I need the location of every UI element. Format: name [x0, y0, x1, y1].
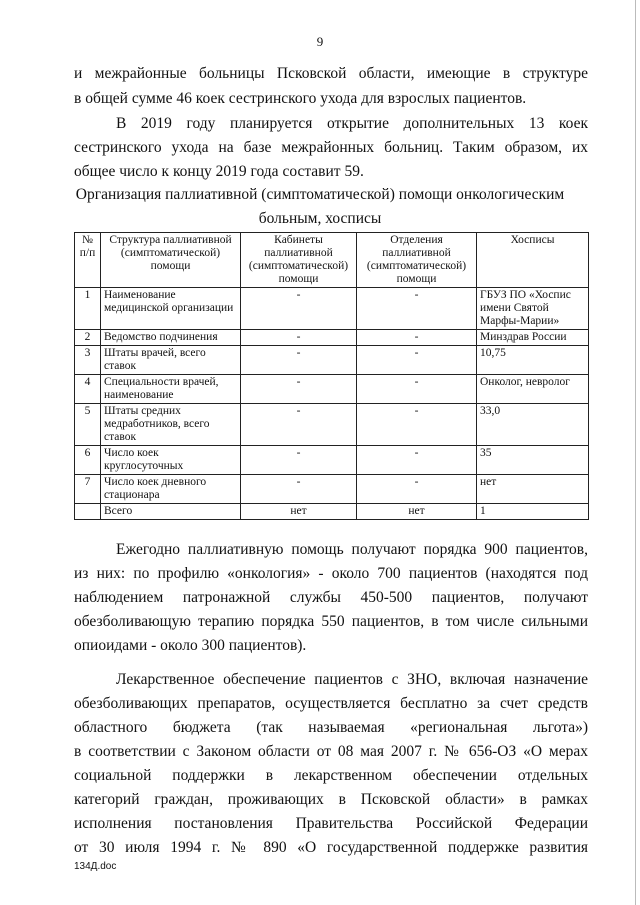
table-row: [75, 446, 589, 475]
row-hospices: 33,0: [477, 404, 589, 446]
table-total-row: [75, 504, 589, 520]
row-departments: нет: [357, 504, 477, 520]
heading-line: больным, хосписы: [258, 210, 382, 227]
text-line: Ежегодно паллиативную помощь получают порядка 900 пациентов,: [116, 541, 588, 558]
row-num: 3: [75, 346, 101, 375]
table-row: [75, 288, 589, 330]
row-num: [75, 504, 101, 520]
text-line: исполнения постановления Правительства Российской Федерации: [74, 815, 588, 832]
scan-edge-line: [635, 0, 636, 905]
header-cabinets: Кабинеты паллиативной (симптоматической) помощи: [241, 233, 357, 288]
row-num: 5: [75, 404, 101, 446]
table-row: [75, 404, 589, 446]
row-label: Всего: [101, 504, 241, 520]
table-row: [75, 346, 589, 375]
row-hospices: 10,75: [477, 346, 589, 375]
text-line: в соответствии с Законом области от 08 мая 2007 г. № 656-ОЗ «О мерах: [74, 743, 588, 760]
row-label: Специальности врачей, наименование: [101, 375, 241, 404]
row-cabinets: -: [241, 330, 357, 346]
footer-filename: 134Д.doc: [74, 861, 117, 872]
text-line: опиоидами - около 300 пациентов).: [74, 637, 307, 654]
row-cabinets: -: [241, 404, 357, 446]
row-num: 4: [75, 375, 101, 404]
palliative-care-table: [74, 232, 589, 520]
table-row: [75, 375, 589, 404]
row-label: Число коек круглосуточных: [101, 446, 241, 475]
text-line: социальной поддержки в лекарственном обеспечении отдельных: [74, 767, 588, 784]
row-departments: -: [357, 288, 477, 330]
table-row: [75, 475, 589, 504]
row-hospices: ГБУЗ ПО «Хоспис имени Святой Марфы-Марии»: [477, 288, 589, 330]
text-line: общее число к концу 2019 года составит 59.: [74, 163, 364, 180]
row-label: Штаты врачей, всего ставок: [101, 346, 241, 375]
row-departments: -: [357, 404, 477, 446]
heading-line: Организация паллиативной (симптоматической) помощи онкологическим: [75, 186, 565, 203]
header-structure: Структура паллиативной (симптоматической) помощи: [101, 233, 241, 288]
text-line: областного бюджета (так называемая «региональная льгота»): [74, 719, 588, 736]
row-label: Число коек дневного стационара: [101, 475, 241, 504]
text-line: от 30 июля 1994 г. № 890 «О государственной поддержке развития: [74, 839, 588, 856]
row-cabinets: -: [241, 475, 357, 504]
row-cabinets: нет: [241, 504, 357, 520]
text-line: обезболивающих препаратов, осуществляется бесплатно за счет средств: [74, 695, 588, 712]
row-label: Ведомство подчинения: [101, 330, 241, 346]
row-label: Штаты средних медработников, всего ставок: [101, 404, 241, 446]
row-num: 6: [75, 446, 101, 475]
section-heading: [60, 183, 580, 231]
row-departments: -: [357, 475, 477, 504]
row-departments: -: [357, 375, 477, 404]
text-line: Лекарственное обеспечение пациентов с ЗНО, включая назначение: [116, 671, 588, 688]
row-cabinets: -: [241, 446, 357, 475]
page-number: 9: [316, 34, 324, 49]
row-hospices: 1: [477, 504, 589, 520]
header-num: № п/п: [75, 233, 101, 288]
text-line: и межрайонные больницы Псковской области, имеющие в структуре: [74, 65, 588, 82]
header-hospices: Хосписы: [477, 233, 589, 288]
row-hospices: 35: [477, 446, 589, 475]
row-num: 7: [75, 475, 101, 504]
text-line: сестринского ухода на базе межрайонных больниц. Таким образом, их: [74, 139, 588, 156]
text-line: В 2019 году планируется открытие дополнительных 13 коек: [116, 115, 588, 132]
text-line: категорий граждан, проживающих в Псковской области» в рамках: [74, 791, 588, 808]
row-hospices: нет: [477, 475, 589, 504]
table-header-row: [75, 233, 589, 288]
row-hospices: Минздрав России: [477, 330, 589, 346]
text-line: из них: по профилю «онкология» - около 700 пациентов (находятся под: [74, 565, 588, 582]
row-num: 1: [75, 288, 101, 330]
row-departments: -: [357, 446, 477, 475]
text-line: наблюдением патронажной службы 450-500 пациентов, получают: [74, 589, 588, 606]
text-line: обезболивающую терапию порядка 550 пациентов, в том числе сильными: [74, 613, 588, 630]
text-line: в общей сумме 46 коек сестринского ухода для взрослых пациентов.: [74, 90, 527, 107]
row-cabinets: -: [241, 288, 357, 330]
table-row: [75, 330, 589, 346]
row-cabinets: -: [241, 375, 357, 404]
row-cabinets: -: [241, 346, 357, 375]
header-departments: Отделения паллиативной (симптоматической) помощи: [357, 233, 477, 288]
row-num: 2: [75, 330, 101, 346]
row-hospices: Онколог, невролог: [477, 375, 589, 404]
row-departments: -: [357, 330, 477, 346]
row-departments: -: [357, 346, 477, 375]
row-label: Наименование медицинской организации: [101, 288, 241, 330]
